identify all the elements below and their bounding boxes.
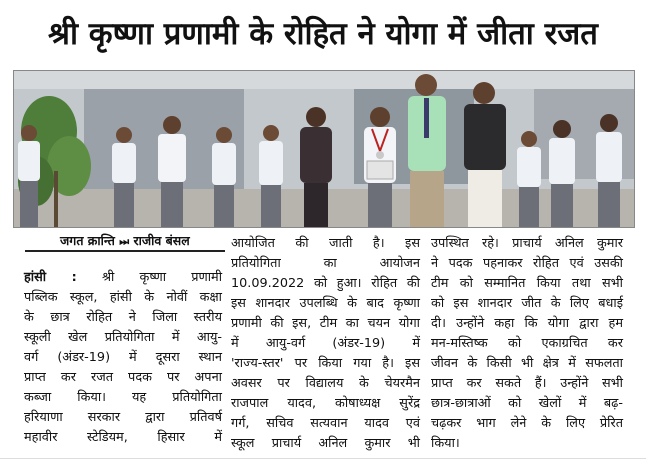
text-line: जीवन के किसी भी क्षेत्र में सफलता	[431, 356, 623, 371]
byline	[60, 232, 190, 249]
text-line: में आयु-वर्ग (अंडर-19) में	[231, 336, 420, 351]
forward-arrows-icon: ⏭	[119, 235, 130, 248]
text-line: 'राज्य-स्तर' पर किया गया है। इस	[231, 356, 420, 371]
text-line: के छात्र रोहित ने जिला स्तरीय	[24, 310, 222, 325]
text-line: प्राप्त कर सकते हैं। उन्होंने सभी	[431, 376, 623, 391]
text-line: प्राप्त कर रजत पदक पर अपना	[24, 370, 222, 385]
text-line: स्कूली खेल प्रतियोगिता में आयु-	[24, 330, 222, 345]
dateline: हांसी :	[24, 270, 77, 285]
text-line: 10.09.2022 को हुआ। रोहित की	[231, 276, 420, 291]
text-line: ने पदक पहनाकर रोहित एवं उसकी	[431, 256, 623, 271]
byline-rule	[25, 250, 225, 252]
publication-name: जगत क्रान्ति	[60, 233, 115, 248]
text-line: हरियाणा सरकार द्वारा प्रतिवर्ष	[24, 410, 222, 425]
article-column-1	[24, 268, 222, 448]
text-line: मन-मस्तिष्क को एकाग्रचित कर	[431, 336, 623, 351]
text-line: महावीर स्टेडियम, हिसार में	[24, 430, 222, 445]
text-line: इस शानदार उपलब्धि के बाद कृष्णा	[231, 296, 420, 311]
text-line: गर्ग, सचिव सत्यवान यादव एवं	[231, 416, 420, 431]
text-line: छात्र-छात्राओं को खेलों में बढ़-	[431, 396, 623, 411]
text-line: प्रतियोगिता का आयोजन	[231, 256, 420, 271]
text-line: राजपाल यादव, कोषाध्यक्ष सुरेंद्र	[231, 396, 420, 411]
text-line: अवसर पर विद्यालय के चेयरमैन	[231, 376, 420, 391]
text-line: वर्ग (अंडर-19) में दूसरा स्थान	[24, 350, 222, 365]
text-line: कब्जा किया। यह प्रतियोगिता	[24, 390, 222, 405]
text-line: टीम को सम्मानित किया तथा सभी	[431, 276, 623, 291]
text-line: आयोजित की जाती है। इस	[231, 236, 420, 251]
text-line: चढ़कर भाग लेने के लिए प्रेरित	[431, 416, 623, 431]
group-photo	[13, 70, 635, 228]
text-line: दी। उन्होंने कहा कि योगा द्वारा हम	[431, 316, 623, 331]
page-bottom-rule	[0, 458, 646, 459]
text-line: किया।	[431, 436, 460, 451]
headline: श्री कृष्णा प्रणामी के रोहित ने योगा में जीता रजत	[48, 16, 598, 52]
text-line: को इस शानदार जीत के लिए बधाई	[431, 296, 623, 311]
text-line: उपस्थित रहे। प्राचार्य अनिल कुमार	[431, 236, 623, 251]
text-line: प्रणामी की इस, टीम का चयन योगा	[231, 316, 420, 331]
article-column-3	[431, 234, 623, 454]
reporter-name: राजीव बंसल	[133, 233, 190, 248]
text-line: स्कूल प्राचार्य अनिल कुमार भी	[231, 436, 420, 451]
article-column-2	[231, 234, 420, 454]
photo-illustration	[14, 71, 634, 227]
text-line: पब्लिक स्कूल, हांसी के नोवीं कक्षा	[24, 290, 222, 305]
text-line: श्री कृष्णा प्रणामी	[101, 270, 223, 285]
